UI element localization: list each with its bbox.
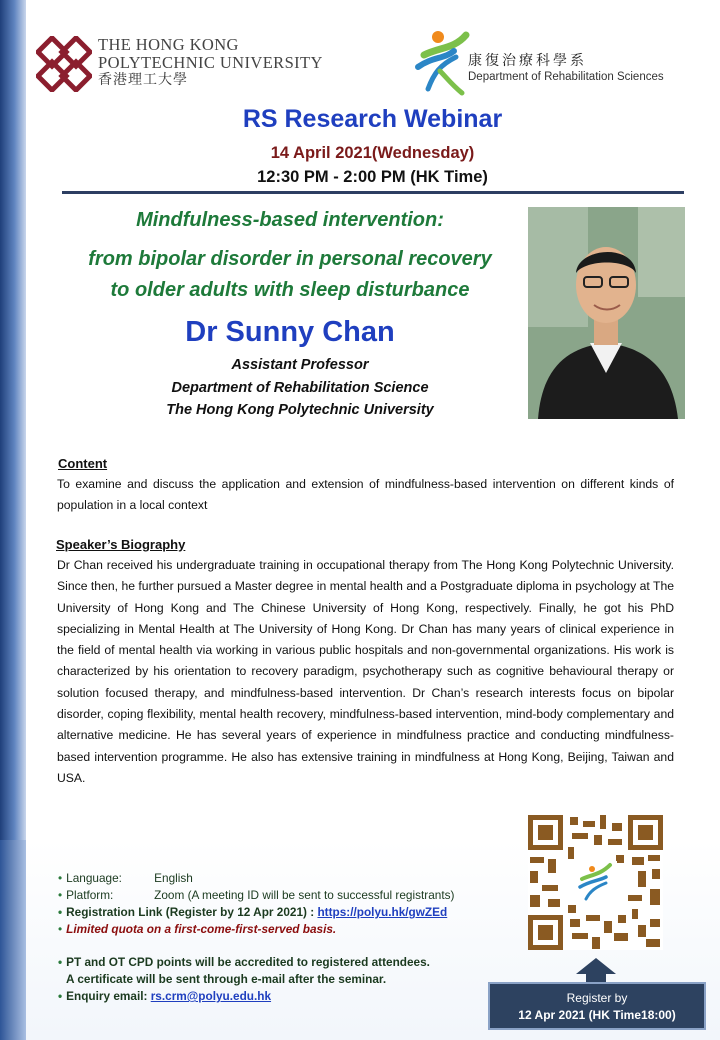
- topic-line-2: from bipolar disorder in personal recovery: [88, 248, 492, 270]
- language-label: Language:: [66, 871, 122, 885]
- polyu-logo-icon: [36, 36, 92, 92]
- language-value: English: [154, 871, 193, 885]
- university-name: [98, 36, 323, 90]
- registration-link[interactable]: https://polyu.hk/gwZEd: [317, 905, 448, 919]
- speaker-position: Assistant Professor: [231, 357, 369, 373]
- certificate-row: [66, 972, 386, 986]
- topic-line-1: Mindfulness-based intervention:: [136, 209, 444, 231]
- title-divider: [62, 191, 684, 194]
- rs-logo-icon: [410, 27, 470, 97]
- cpd-row: [58, 955, 430, 969]
- platform-value: Zoom (A meeting ID will be sent to successful registrants): [154, 888, 455, 902]
- event-time: 12:30 PM - 2:00 PM (HK Time): [257, 168, 488, 186]
- university-line1: THE HONG KONG: [98, 35, 239, 54]
- bullet: •: [58, 888, 63, 902]
- up-arrow-icon: [576, 958, 616, 984]
- quota-note: Limited quota on a first-come-first-served basis.: [66, 922, 337, 936]
- event-title: RS Research Webinar: [242, 105, 503, 133]
- bullet: •: [58, 905, 63, 919]
- dept-name-en: Department of Rehabilitation Sciences: [468, 71, 664, 83]
- platform-label: Platform:: [66, 888, 114, 902]
- enquiry-label: Enquiry email:: [66, 989, 148, 1003]
- content-text: To examine and discuss the application and extension of mindfulness-based intervention on different kinds of population in a local context: [57, 477, 674, 513]
- register-deadline-box: [488, 982, 706, 1030]
- speaker-portrait-icon: [528, 207, 685, 419]
- quota-row: [58, 922, 336, 936]
- register-line1: Register by: [566, 991, 628, 1005]
- biography-text: Dr Chan received his undergraduate training in occupational therapy from The Hong Kong Polytechnic University. Since then, he further pursued a Master degree in mental health and a Postgraduate diploma in psychology at The University of Hong Kong and The Chinese University of Hong Kong, respectively. Finally, he got his PhD specializing in Mental Health at The University of Hong Kong. Dr Chan has many years of clinical experience in the field of mental health via working in various public hospitals and non-governmental organizations. His work is characterized by his orientation to recovery paradigm, psychotherapy such as cognitive behavioural therapy or solution focused therapy, and mindfulness-based intervention. Dr Chan’s research interests focus on bipolar disorder, coping flexibility, mental health recovery, mindfulness-based intervention, mind-body complementary and alternative medicine. He has several years of experience in mindfulness practice and conducting mindfulness-based intervention programme. He also has extensive training in mindfulness at Hong Kong, Beijing, Taiwan and USA.: [57, 558, 674, 785]
- cpd-line1: PT and OT CPD points will be accredited to registered attendees.: [66, 955, 430, 969]
- qr-code-icon[interactable]: [528, 815, 663, 950]
- biography-heading: Speaker’s Biography: [56, 537, 186, 552]
- platform-row: [58, 888, 454, 902]
- speaker-department: Department of Rehabilitation Science: [171, 380, 429, 396]
- enquiry-row: [58, 989, 271, 1003]
- speaker-name: Dr Sunny Chan: [185, 316, 395, 348]
- dept-name-cn: 康復治療科學系: [468, 52, 587, 68]
- university-line2: POLYTECHNIC UNIVERSITY: [98, 53, 323, 72]
- bullet: •: [58, 989, 63, 1003]
- bullet: •: [58, 955, 63, 969]
- speaker-photo: [528, 207, 685, 419]
- registration-label: Registration Link (Register by 12 Apr 2021) :: [66, 905, 315, 919]
- language-row: [58, 871, 193, 885]
- registration-row: [58, 905, 447, 919]
- register-line2: 12 Apr 2021 (HK Time18:00): [518, 1008, 676, 1022]
- topic-line-3: to older adults with sleep disturbance: [110, 279, 470, 301]
- left-accent-bar-lower: [0, 840, 26, 1040]
- bullet: •: [58, 871, 63, 885]
- event-date: 14 April 2021(Wednesday): [270, 144, 475, 162]
- content-heading: Content: [58, 456, 108, 471]
- bullet: •: [58, 922, 63, 936]
- cpd-line2: A certificate will be sent through e-mail after the seminar.: [66, 972, 387, 986]
- enquiry-email-link[interactable]: rs.crm@polyu.edu.hk: [150, 989, 272, 1003]
- speaker-university: The Hong Kong Polytechnic University: [166, 402, 434, 418]
- university-cn: 香港理工大學: [98, 73, 188, 88]
